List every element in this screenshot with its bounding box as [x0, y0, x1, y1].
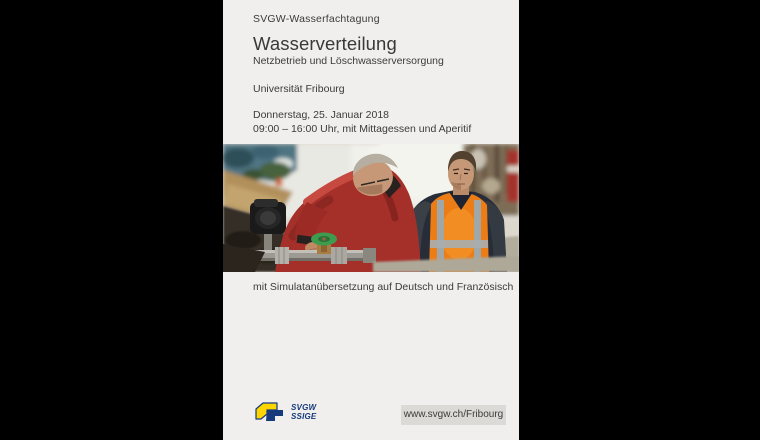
date-label: Donnerstag, 25. Januar 2018 — [253, 109, 390, 121]
translation-note: mit Simulatanübersetzung auf Deutsch und Französisch — [253, 281, 514, 293]
letterbox-right — [519, 0, 760, 440]
event-subtitle: Netzbetrieb und Löschwasserversorgung — [253, 55, 444, 67]
svgw-logo — [252, 399, 338, 426]
event-flyer — [223, 0, 519, 440]
venue-label: Universität Fribourg — [253, 83, 345, 95]
svgw-logo-wordmark — [291, 404, 316, 421]
letterbox-left — [0, 0, 223, 440]
logo-line-ssige: SSIGE — [291, 411, 317, 421]
event-photo — [223, 144, 519, 272]
logo-line-svgw: SVGW — [291, 403, 317, 412]
svgw-logo-icon — [252, 400, 288, 426]
event-url-link[interactable]: www.svgw.ch/Fribourg — [401, 405, 506, 425]
time-label: 09:00 – 16:00 Uhr, mit Mittagessen und Aperitif — [253, 123, 472, 135]
event-series-label: SVGW-Wasserfachtagung — [253, 13, 380, 25]
page-title: Wasserverteilung — [253, 33, 397, 54]
